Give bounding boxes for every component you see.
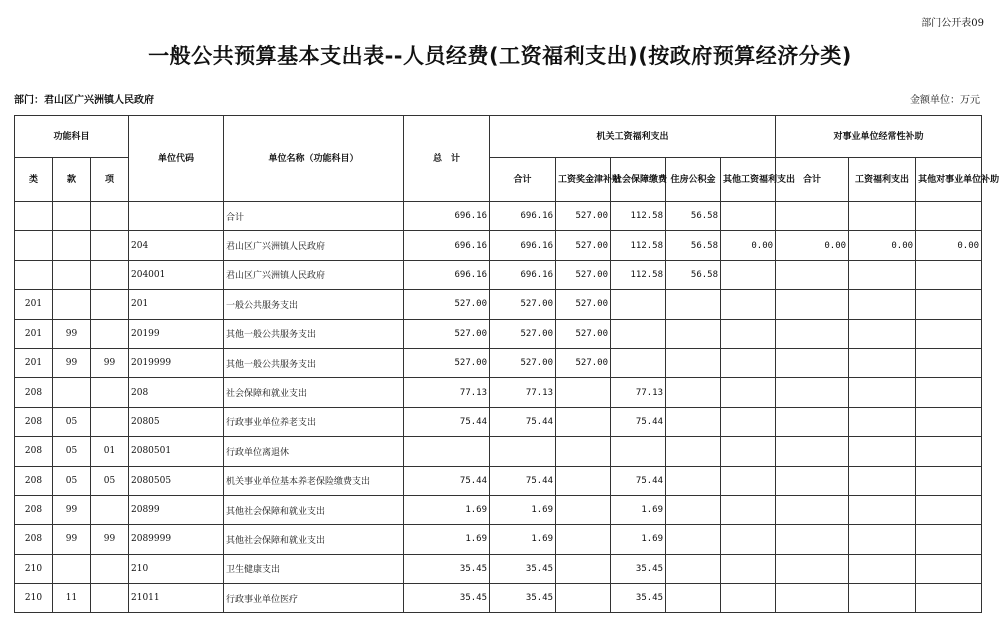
table-row [15,495,982,524]
cell-total: 35.45 [404,584,490,613]
cell-subsidy-wage: 0.00 [849,231,916,260]
cell-agency-total: 75.44 [490,407,556,436]
table-row [15,348,982,377]
cell-agency-total: 696.16 [490,202,556,231]
cell-agency-total: 696.16 [490,260,556,289]
cell-other-wage [721,407,776,436]
cell-housing-fund [666,554,721,583]
cell-subsidy-total [776,290,849,319]
cell-other-wage [721,348,776,377]
table-row [15,407,982,436]
cell-unit-name: 卫生健康支出 [224,554,404,583]
cell-xiang [91,495,129,524]
cell-lei: 208 [15,495,53,524]
cell-other-wage [721,525,776,554]
cell-unit-code: 20199 [129,319,224,348]
cell-xiang [91,260,129,289]
cell-lei: 208 [15,466,53,495]
cell-other-wage [721,378,776,407]
header-agency-group: 机关工资福利支出 [490,116,776,158]
cell-xiang [91,584,129,613]
cell-total: 696.16 [404,202,490,231]
cell-kuan: 05 [53,407,91,436]
cell-agency-total: 527.00 [490,290,556,319]
cell-wage-bonus [556,407,611,436]
cell-other-wage [721,260,776,289]
cell-housing-fund [666,466,721,495]
table-row [15,584,982,613]
cell-subsidy-total [776,437,849,466]
department-label: 部门：君山区广兴洲镇人民政府 [14,95,154,106]
cell-kuan [53,202,91,231]
cell-total: 527.00 [404,319,490,348]
cell-subsidy-total [776,407,849,436]
cell-subsidy-total [776,319,849,348]
cell-subsidy-other [916,554,982,583]
cell-kuan: 05 [53,437,91,466]
cell-unit-code: 2019999 [129,348,224,377]
cell-subsidy-wage [849,348,916,377]
cell-housing-fund: 56.58 [666,202,721,231]
cell-subsidy-other [916,525,982,554]
cell-total: 527.00 [404,290,490,319]
cell-subsidy-wage [849,290,916,319]
cell-other-wage [721,437,776,466]
cell-subsidy-wage [849,437,916,466]
cell-xiang: 01 [91,437,129,466]
cell-social-security: 77.13 [611,378,666,407]
cell-unit-code: 2080501 [129,437,224,466]
cell-social-security: 1.69 [611,525,666,554]
cell-unit-name: 君山区广兴洲镇人民政府 [224,231,404,260]
cell-social-security [611,348,666,377]
cell-wage-bonus [556,584,611,613]
cell-lei [15,231,53,260]
cell-social-security: 75.44 [611,407,666,436]
cell-other-wage: 0.00 [721,231,776,260]
unit-label: 金额单位：万元 [910,95,980,106]
cell-unit-name: 君山区广兴洲镇人民政府 [224,260,404,289]
cell-total: 696.16 [404,260,490,289]
cell-unit-name: 行政单位离退休 [224,437,404,466]
cell-social-security: 112.58 [611,260,666,289]
cell-subsidy-other [916,260,982,289]
table-row [15,554,982,583]
cell-other-wage [721,584,776,613]
cell-wage-bonus: 527.00 [556,231,611,260]
header-housing-fund: 住房公积金 [666,158,721,202]
cell-subsidy-other [916,407,982,436]
header-unit-code: 单位代码 [129,116,224,202]
cell-total: 1.69 [404,525,490,554]
cell-subsidy-other [916,319,982,348]
cell-total: 527.00 [404,348,490,377]
cell-agency-total [490,437,556,466]
cell-kuan: 99 [53,495,91,524]
header-subsidy-wage: 工资福利支出 [849,158,916,202]
cell-subsidy-wage [849,378,916,407]
cell-other-wage [721,466,776,495]
cell-housing-fund [666,319,721,348]
cell-other-wage [721,290,776,319]
cell-subsidy-total [776,202,849,231]
cell-lei: 208 [15,378,53,407]
cell-subsidy-wage [849,407,916,436]
cell-wage-bonus: 527.00 [556,202,611,231]
cell-wage-bonus [556,525,611,554]
cell-lei: 201 [15,348,53,377]
cell-subsidy-total [776,554,849,583]
cell-xiang: 99 [91,348,129,377]
cell-xiang [91,554,129,583]
cell-total: 77.13 [404,378,490,407]
header-lei: 类 [15,158,53,202]
cell-unit-name: 机关事业单位基本养老保险缴费支出 [224,466,404,495]
table-row [15,378,982,407]
cell-subsidy-total [776,584,849,613]
cell-unit-code: 201 [129,290,224,319]
cell-subsidy-total [776,525,849,554]
cell-lei: 210 [15,584,53,613]
cell-wage-bonus [556,378,611,407]
cell-subsidy-total: 0.00 [776,231,849,260]
cell-xiang [91,407,129,436]
cell-subsidy-other [916,466,982,495]
cell-lei: 208 [15,525,53,554]
header-agency-total: 合计 [490,158,556,202]
cell-subsidy-other: 0.00 [916,231,982,260]
header-subsidy-other: 其他对事业单位补助 [916,158,982,202]
cell-unit-code: 204 [129,231,224,260]
cell-wage-bonus [556,466,611,495]
header-subsidy-group: 对事业单位经常性补助 [776,116,982,158]
cell-xiang: 05 [91,466,129,495]
cell-lei: 208 [15,407,53,436]
cell-subsidy-other [916,495,982,524]
header-unit-name: 单位名称（功能科目） [224,116,404,202]
cell-subsidy-other [916,202,982,231]
cell-xiang [91,290,129,319]
cell-unit-name: 其他一般公共服务支出 [224,319,404,348]
cell-agency-total: 1.69 [490,525,556,554]
cell-subsidy-other [916,437,982,466]
cell-wage-bonus [556,437,611,466]
cell-subsidy-wage [849,554,916,583]
cell-housing-fund: 56.58 [666,231,721,260]
table-row [15,437,982,466]
cell-subsidy-other [916,348,982,377]
cell-lei: 201 [15,319,53,348]
cell-other-wage [721,202,776,231]
header-function-subject: 功能科目 [15,116,129,158]
header-xiang: 项 [91,158,129,202]
cell-social-security: 75.44 [611,466,666,495]
cell-total: 35.45 [404,554,490,583]
cell-lei: 201 [15,290,53,319]
cell-social-security: 1.69 [611,495,666,524]
cell-unit-name: 行政事业单位医疗 [224,584,404,613]
cell-unit-code: 208 [129,378,224,407]
cell-other-wage [721,319,776,348]
cell-subsidy-total [776,378,849,407]
cell-subsidy-other [916,584,982,613]
cell-social-security: 112.58 [611,231,666,260]
cell-kuan: 11 [53,584,91,613]
cell-agency-total: 696.16 [490,231,556,260]
cell-social-security: 112.58 [611,202,666,231]
cell-other-wage [721,554,776,583]
cell-housing-fund [666,495,721,524]
cell-unit-name: 其他一般公共服务支出 [224,348,404,377]
cell-housing-fund [666,348,721,377]
header-social-security: 社会保障缴费 [611,158,666,202]
cell-unit-code: 20805 [129,407,224,436]
cell-lei: 208 [15,437,53,466]
cell-subsidy-wage [849,319,916,348]
cell-kuan: 99 [53,525,91,554]
table-row [15,466,982,495]
cell-unit-name: 合计 [224,202,404,231]
cell-wage-bonus: 527.00 [556,290,611,319]
cell-unit-name: 其他社会保障和就业支出 [224,525,404,554]
cell-subsidy-other [916,290,982,319]
cell-wage-bonus: 527.00 [556,348,611,377]
cell-unit-name: 社会保障和就业支出 [224,378,404,407]
header-other-wage: 其他工资福利支出 [721,158,776,202]
cell-agency-total: 527.00 [490,319,556,348]
cell-kuan: 05 [53,466,91,495]
table-row [15,231,982,260]
page-title: 一般公共预算基本支出表--人员经费(工资福利支出)(按政府预算经济分类) [148,44,852,68]
cell-agency-total: 77.13 [490,378,556,407]
cell-subsidy-wage [849,584,916,613]
cell-kuan [53,290,91,319]
cell-subsidy-total [776,495,849,524]
cell-kuan [53,554,91,583]
cell-total [404,437,490,466]
table-row [15,319,982,348]
cell-agency-total: 75.44 [490,466,556,495]
cell-unit-name: 一般公共服务支出 [224,290,404,319]
cell-unit-code: 210 [129,554,224,583]
cell-social-security [611,319,666,348]
cell-kuan [53,378,91,407]
cell-lei: 210 [15,554,53,583]
cell-xiang: 99 [91,525,129,554]
budget-table [14,115,1000,613]
table-row [15,290,982,319]
cell-subsidy-total [776,466,849,495]
cell-social-security: 35.45 [611,554,666,583]
cell-unit-code [129,202,224,231]
cell-housing-fund [666,584,721,613]
cell-total: 696.16 [404,231,490,260]
cell-subsidy-wage [849,495,916,524]
cell-kuan: 99 [53,348,91,377]
cell-kuan [53,260,91,289]
cell-unit-name: 其他社会保障和就业支出 [224,495,404,524]
cell-agency-total: 1.69 [490,495,556,524]
cell-subsidy-wage [849,466,916,495]
cell-agency-total: 35.45 [490,554,556,583]
cell-social-security [611,437,666,466]
cell-wage-bonus: 527.00 [556,319,611,348]
header-wage-bonus: 工资奖金津补贴 [556,158,611,202]
cell-unit-code: 20899 [129,495,224,524]
table-row [15,525,982,554]
cell-housing-fund [666,437,721,466]
cell-xiang [91,231,129,260]
cell-wage-bonus: 527.00 [556,260,611,289]
cell-subsidy-wage [849,202,916,231]
cell-housing-fund [666,407,721,436]
table-row [15,202,982,231]
cell-xiang [91,378,129,407]
cell-subsidy-total [776,260,849,289]
table-body [15,202,982,613]
cell-lei [15,202,53,231]
cell-kuan: 99 [53,319,91,348]
cell-other-wage [721,495,776,524]
cell-total: 75.44 [404,466,490,495]
cell-unit-code: 2080505 [129,466,224,495]
cell-xiang [91,319,129,348]
cell-kuan [53,231,91,260]
cell-unit-code: 21011 [129,584,224,613]
cell-agency-total: 527.00 [490,348,556,377]
cell-housing-fund [666,525,721,554]
cell-subsidy-wage [849,260,916,289]
cell-unit-name: 行政事业单位养老支出 [224,407,404,436]
cell-subsidy-other [916,378,982,407]
cell-agency-total: 35.45 [490,584,556,613]
cell-social-security [611,290,666,319]
table-row [15,260,982,289]
cell-wage-bonus [556,495,611,524]
cell-total: 75.44 [404,407,490,436]
cell-unit-code: 2089999 [129,525,224,554]
cell-wage-bonus [556,554,611,583]
cell-total: 1.69 [404,495,490,524]
cell-xiang [91,202,129,231]
cell-housing-fund [666,378,721,407]
header-total: 总 计 [404,116,490,202]
cell-housing-fund [666,290,721,319]
header-kuan: 款 [53,158,91,202]
cell-subsidy-wage [849,525,916,554]
cell-lei [15,260,53,289]
cell-housing-fund: 56.58 [666,260,721,289]
cell-unit-code: 204001 [129,260,224,289]
form-code: 部门公开表09 [921,18,984,29]
cell-social-security: 35.45 [611,584,666,613]
cell-subsidy-total [776,348,849,377]
header-subsidy-total: 合计 [776,158,849,202]
